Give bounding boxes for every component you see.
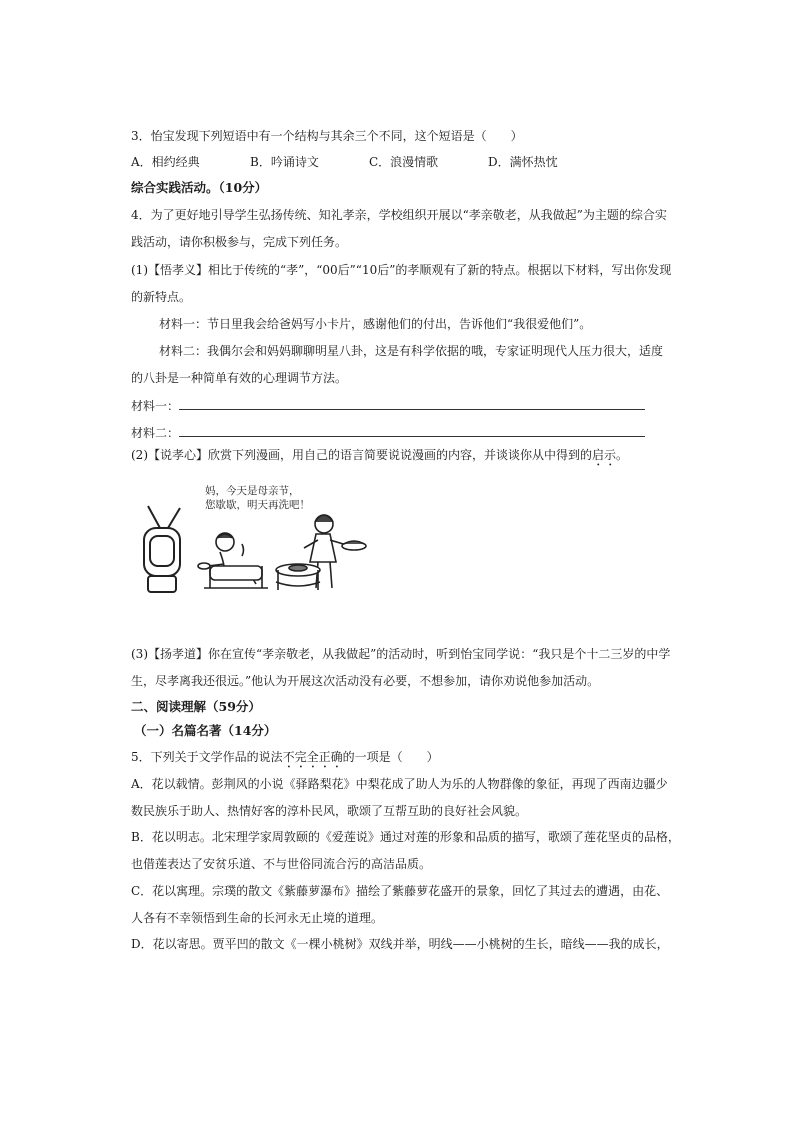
q4-part2-suffix: 。 (616, 448, 629, 462)
q5-option-c-line2: 人各有不幸领悟到生命的长河永无止境的道理。 (131, 911, 384, 925)
q4-material2-line2: 的八卦是一种简单有效的心理调节方法。 (131, 371, 348, 385)
cartoon-speech-line2: 您歇歇，明天再洗吧！ (205, 499, 310, 511)
q5-stem-prefix: 5．下列关于文学作品的说法 (131, 750, 283, 764)
q4-part3-line2: 生，尽孝离我还很远。”他认为开展这次活动没有必要，不想参加，请你劝说他参加活动。 (131, 674, 600, 688)
q4-material1: 材料一：节日里我会给爸妈写小卡片，感谢他们的付出，告诉他们“我很爱他们”。 (159, 317, 592, 331)
q3-option-d: D．满怀热忱 (488, 155, 558, 169)
answer2-blank[interactable] (179, 424, 645, 437)
section-practice-heading: 综合实践活动。（10分） (131, 180, 268, 195)
q5-stem-emphasis: 不完全正确 (282, 750, 343, 764)
table-with-dishes (276, 564, 320, 590)
tv-icon (144, 506, 180, 592)
q4-part3-line1: (3)【扬孝道】你在宣传“孝亲敬老，从我做起”的活动时，听到怡宝同学说：“我只是个十二三岁的中学 (131, 647, 671, 661)
q5-option-b-line1: B．花以明志。北宋理学家周敦颐的《爱莲说》通过对莲的形象和品质的描写，歌颂了莲花坚贞的品格， (131, 830, 680, 844)
answer1-blank[interactable] (179, 397, 645, 410)
q5-option-b-line2: 也借莲表达了安贫乐道、不与世俗同流合污的高洁品质。 (131, 857, 432, 871)
subsection-classics-heading: （一）名篇名著（14分） (134, 723, 277, 738)
q4-part1-line1: (1)【悟孝义】相比于传统的“孝”，“00后”“10后”的孝顺观有了新的特点。根据以下材料，写出你发现 (131, 263, 672, 277)
q3-stem: 3．怡宝发现下列短语中有一个结构与其余三个不同，这个短语是（ ） (131, 129, 523, 143)
q4-part2-prefix: (2)【说孝心】欣赏下列漫画，用自己的语言简要说说漫画的内容，并谈谈你从中得到的 (131, 448, 593, 462)
child-figure (198, 533, 268, 588)
mothers-day-cartoon (140, 478, 370, 596)
answer-line-material2 (131, 424, 645, 441)
q4-intro-line1: 4．为了更好地引导学生弘扬传统、知礼孝亲，学校组织开展以“孝亲敬老，从我做起”为主题的综合实 (131, 208, 667, 222)
q3-option-b: B．吟诵诗文 (250, 155, 319, 169)
q5-option-d-line1: D．花以寄思。贾平凹的散文《一棵小桃树》双线并举，明线——小桃树的生长，暗线——我的成长， (131, 937, 669, 951)
answer-line-material1 (131, 397, 645, 414)
answer1-label: 材料一： (131, 399, 180, 413)
q5-option-a-line1: A．花以载情。彭荆风的小说《驿路梨花》中梨花成了助人为乐的人物群像的象征，再现了西南边疆少 (131, 777, 668, 791)
q5-option-a-line2: 数民族乐于助人、热情好客的淳朴民风，歌颂了互帮互助的良好社会风貌。 (131, 804, 528, 818)
mother-figure (304, 515, 366, 588)
q5-stem-suffix: 的一项是（ ） (342, 750, 439, 764)
q4-material2-line1: 材料二：我偶尔会和妈妈聊聊明星八卦，这是有科学依据的哦，专家证明现代人压力很大，适度 (159, 344, 664, 358)
q4-intro-line2: 践活动，请你积极参与，完成下列任务。 (131, 235, 348, 249)
q3-option-c: C．浪漫情歌 (369, 155, 439, 169)
q4-part1-line2: 的新特点。 (131, 290, 192, 304)
section-reading-heading: 二、阅读理解（59分） (131, 699, 261, 714)
answer2-label: 材料二： (131, 426, 180, 440)
q3-option-a: A．相约经典 (131, 155, 200, 169)
cartoon-speech-line1: 妈，今天是母亲节， (205, 485, 300, 497)
q5-stem (131, 749, 439, 771)
q5-option-c-line1: C．花以寓理。宗璞的散文《紫藤萝瀑布》描绘了紫藤萝花盛开的景象，回忆了其过去的遭遇，由花、 (131, 884, 669, 898)
q4-part2 (131, 447, 628, 469)
q4-part2-emphasis: 启示 (592, 448, 617, 462)
